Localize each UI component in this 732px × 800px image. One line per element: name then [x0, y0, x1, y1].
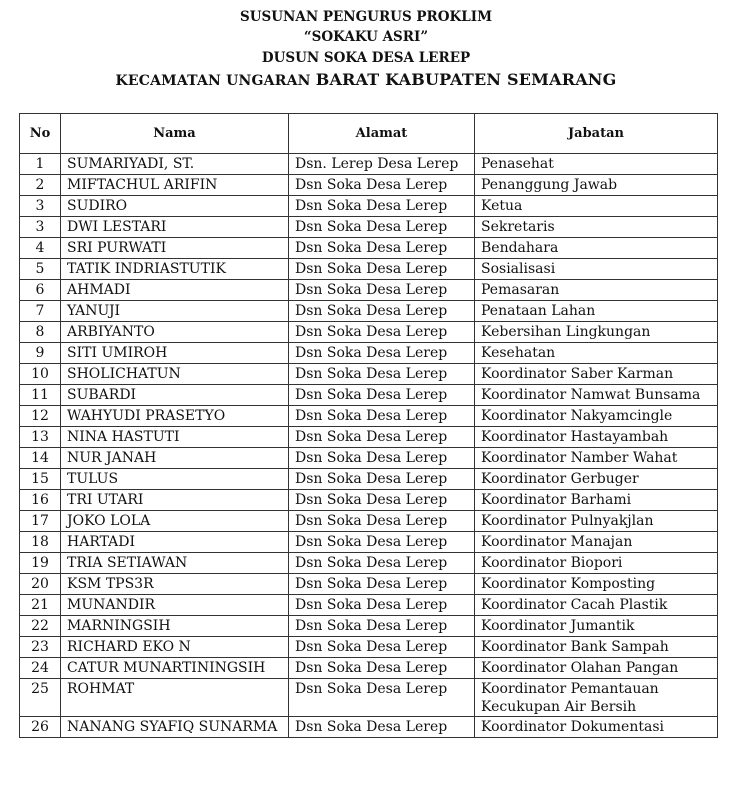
cell-jabatan: Koordinator Bank Sampah — [475, 637, 718, 658]
cell-no: 24 — [20, 658, 61, 679]
cell-nama: NINA HASTUTI — [61, 427, 289, 448]
cell-no: 19 — [20, 553, 61, 574]
cell-no: 2 — [20, 175, 61, 196]
cell-alamat: Dsn Soka Desa Lerep — [289, 406, 475, 427]
cell-nama: NANANG SYAFIQ SUNARMA — [61, 717, 289, 738]
table-row — [20, 217, 718, 238]
cell-jabatan: Koordinator Barhami — [475, 490, 718, 511]
table-header-row — [20, 114, 718, 154]
cell-jabatan: Penanggung Jawab — [475, 175, 718, 196]
table-row — [20, 553, 718, 574]
cell-nama: CATUR MUNARTININGSIH — [61, 658, 289, 679]
cell-nama: MIFTACHUL ARIFIN — [61, 175, 289, 196]
header-no: No — [20, 114, 61, 154]
cell-jabatan: Koordinator Saber Karman — [475, 364, 718, 385]
table-row — [20, 301, 718, 322]
title-line-4 — [0, 70, 732, 89]
table-row — [20, 637, 718, 658]
cell-jabatan: Kebersihan Lingkungan — [475, 322, 718, 343]
cell-alamat: Dsn Soka Desa Lerep — [289, 322, 475, 343]
title-line-3: DUSUN SOKA DESA LEREP — [261, 50, 471, 66]
cell-no: 4 — [20, 238, 61, 259]
cell-alamat: Dsn Soka Desa Lerep — [289, 717, 475, 738]
cell-nama: SITI UMIROH — [61, 343, 289, 364]
table-row — [20, 196, 718, 217]
cell-no: 17 — [20, 511, 61, 532]
cell-no: 25 — [20, 679, 61, 717]
cell-alamat: Dsn Soka Desa Lerep — [289, 385, 475, 406]
cell-alamat: Dsn Soka Desa Lerep — [289, 196, 475, 217]
cell-no: 13 — [20, 427, 61, 448]
cell-jabatan: Koordinator Hastayambah — [475, 427, 718, 448]
cell-no: 20 — [20, 574, 61, 595]
cell-jabatan: Sosialisasi — [475, 259, 718, 280]
cell-jabatan: Koordinator Namwat Bunsama — [475, 385, 718, 406]
title-line-4-part-1: KECAMATAN UNGARAN — [115, 73, 316, 89]
cell-alamat: Dsn Soka Desa Lerep — [289, 301, 475, 322]
cell-jabatan: Ketua — [475, 196, 718, 217]
cell-alamat: Dsn Soka Desa Lerep — [289, 658, 475, 679]
cell-alamat: Dsn Soka Desa Lerep — [289, 280, 475, 301]
cell-no: 11 — [20, 385, 61, 406]
cell-no: 3 — [20, 196, 61, 217]
header-jabatan: Jabatan — [475, 114, 718, 154]
cell-no: 26 — [20, 717, 61, 738]
cell-jabatan: Koordinator Komposting — [475, 574, 718, 595]
cell-alamat: Dsn Soka Desa Lerep — [289, 238, 475, 259]
cell-no: 16 — [20, 490, 61, 511]
cell-alamat: Dsn Soka Desa Lerep — [289, 259, 475, 280]
table-row — [20, 322, 718, 343]
cell-jabatan: Koordinator Biopori — [475, 553, 718, 574]
cell-nama: HARTADI — [61, 532, 289, 553]
cell-no: 5 — [20, 259, 61, 280]
title-line-2: “SOKAKU ASRI” — [303, 29, 429, 45]
table-row — [20, 154, 718, 175]
cell-nama: TULUS — [61, 469, 289, 490]
cell-alamat: Dsn Soka Desa Lerep — [289, 448, 475, 469]
title-line-4-part-2: BARAT KABUPATEN SEMARANG — [315, 70, 617, 89]
cell-nama: KSM TPS3R — [61, 574, 289, 595]
cell-nama: TRIA SETIAWAN — [61, 553, 289, 574]
table-row — [20, 238, 718, 259]
cell-alamat: Dsn Soka Desa Lerep — [289, 511, 475, 532]
cell-jabatan: Koordinator Dokumentasi — [475, 717, 718, 738]
cell-alamat: Dsn Soka Desa Lerep — [289, 343, 475, 364]
cell-jabatan: Koordinator Olahan Pangan — [475, 658, 718, 679]
cell-jabatan: Kesehatan — [475, 343, 718, 364]
table-row — [20, 511, 718, 532]
cell-no: 9 — [20, 343, 61, 364]
cell-jabatan: Penasehat — [475, 154, 718, 175]
cell-nama: MARNINGSIH — [61, 616, 289, 637]
cell-alamat: Dsn Soka Desa Lerep — [289, 616, 475, 637]
cell-jabatan: Koordinator Manajan — [475, 532, 718, 553]
table-row — [20, 616, 718, 637]
cell-alamat: Dsn Soka Desa Lerep — [289, 532, 475, 553]
table-row — [20, 280, 718, 301]
cell-nama: JOKO LOLA — [61, 511, 289, 532]
cell-jabatan: Bendahara — [475, 238, 718, 259]
pengurus-table — [19, 113, 718, 738]
cell-alamat: Dsn Soka Desa Lerep — [289, 553, 475, 574]
table-row — [20, 574, 718, 595]
header-nama: Nama — [61, 114, 289, 154]
cell-nama: TRI UTARI — [61, 490, 289, 511]
cell-nama: AHMADI — [61, 280, 289, 301]
cell-no: 21 — [20, 595, 61, 616]
cell-nama: SUMARIYADI, ST. — [61, 154, 289, 175]
cell-nama: DWI LESTARI — [61, 217, 289, 238]
header-alamat: Alamat — [289, 114, 475, 154]
cell-jabatan: Pemasaran — [475, 280, 718, 301]
cell-nama: WAHYUDI PRASETYO — [61, 406, 289, 427]
cell-jabatan: Penataan Lahan — [475, 301, 718, 322]
cell-nama: SUDIRO — [61, 196, 289, 217]
table-row — [20, 532, 718, 553]
cell-alamat: Dsn Soka Desa Lerep — [289, 217, 475, 238]
cell-no: 18 — [20, 532, 61, 553]
cell-nama: ROHMAT — [61, 679, 289, 717]
cell-jabatan: Koordinator Cacah Plastik — [475, 595, 718, 616]
cell-nama: NUR JANAH — [61, 448, 289, 469]
cell-no: 14 — [20, 448, 61, 469]
cell-no: 10 — [20, 364, 61, 385]
cell-nama: TATIK INDRIASTUTIK — [61, 259, 289, 280]
table-row — [20, 343, 718, 364]
cell-nama: RICHARD EKO N — [61, 637, 289, 658]
table-row — [20, 385, 718, 406]
cell-jabatan: Koordinator Jumantik — [475, 616, 718, 637]
table-row — [20, 717, 718, 738]
cell-alamat: Dsn Soka Desa Lerep — [289, 574, 475, 595]
cell-jabatan: Koordinator Pemantauan Kecukupan Air Bersih — [475, 679, 718, 717]
cell-no: 23 — [20, 637, 61, 658]
cell-nama: MUNANDIR — [61, 595, 289, 616]
table-row — [20, 469, 718, 490]
cell-alamat: Dsn Soka Desa Lerep — [289, 469, 475, 490]
cell-no: 12 — [20, 406, 61, 427]
table-row — [20, 259, 718, 280]
cell-alamat: Dsn. Lerep Desa Lerep — [289, 154, 475, 175]
table-row — [20, 406, 718, 427]
cell-jabatan: Koordinator Pulnyakjlan — [475, 511, 718, 532]
table-row — [20, 364, 718, 385]
cell-nama: SUBARDI — [61, 385, 289, 406]
cell-nama: YANUJI — [61, 301, 289, 322]
cell-no: 15 — [20, 469, 61, 490]
table-row — [20, 490, 718, 511]
cell-nama: SHOLICHATUN — [61, 364, 289, 385]
cell-no: 1 — [20, 154, 61, 175]
cell-jabatan: Sekretaris — [475, 217, 718, 238]
cell-alamat: Dsn Soka Desa Lerep — [289, 637, 475, 658]
table-row — [20, 595, 718, 616]
cell-alamat: Dsn Soka Desa Lerep — [289, 490, 475, 511]
table-row — [20, 427, 718, 448]
table-row — [20, 175, 718, 196]
cell-jabatan: Koordinator Namber Wahat — [475, 448, 718, 469]
cell-alamat: Dsn Soka Desa Lerep — [289, 175, 475, 196]
table-row — [20, 448, 718, 469]
cell-alamat: Dsn Soka Desa Lerep — [289, 595, 475, 616]
cell-alamat: Dsn Soka Desa Lerep — [289, 364, 475, 385]
title-line-1: SUSUNAN PENGURUS PROKLIM — [239, 9, 493, 25]
cell-jabatan: Koordinator Nakyamcingle — [475, 406, 718, 427]
table-row — [20, 658, 718, 679]
table-row — [20, 679, 718, 717]
cell-no: 22 — [20, 616, 61, 637]
cell-nama: ARBIYANTO — [61, 322, 289, 343]
cell-alamat: Dsn Soka Desa Lerep — [289, 679, 475, 717]
cell-alamat: Dsn Soka Desa Lerep — [289, 427, 475, 448]
cell-no: 6 — [20, 280, 61, 301]
cell-no: 8 — [20, 322, 61, 343]
cell-jabatan: Koordinator Gerbuger — [475, 469, 718, 490]
cell-nama: SRI PURWATI — [61, 238, 289, 259]
cell-no: 3 — [20, 217, 61, 238]
cell-no: 7 — [20, 301, 61, 322]
